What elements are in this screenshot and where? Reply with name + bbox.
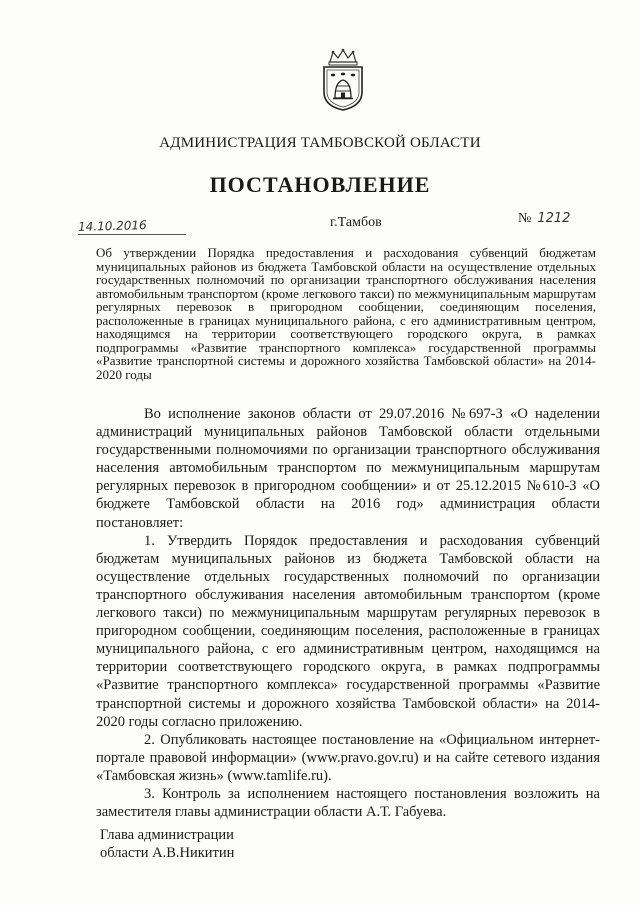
tambov-coat-of-arms-icon (318, 48, 368, 112)
date-underline (78, 234, 186, 235)
document-subject: Об утверждении Порядка предоставления и расходования субвенций бюджетам муниципальных районов из бюджета Тамбовской области на осуществление отдельных государственных полномочий по организации транспортного обслуживания населения автомобильным транспортом (кроме легкового такси) по межмуниципальным маршрутам регулярных перевозок в пригородном сообщении, соединяющим поселения, расположенные в границах муниципального района, с его административным центром, находящимся на территории соответствующего городского округа, в рамках подпрограммы «Развитие транспортного комплекса» государственной программы «Развитие транспортной системы и дорожного хозяйства Тамбовской области» на 2014-2020 годы (96, 245, 596, 382)
signatory-name: области А.В.Никитин (100, 845, 235, 861)
document-city: г.Тамбов (330, 215, 382, 230)
preamble-paragraph: Во исполнение законов области от 29.07.2016 №697-З «О наделении администраций муниципальных районов Тамбовской области отдельными государственными полномочиями по организации транспортного обслуживания населения автомобильным транспортом по межмуниципальным маршрутам регулярных перевозок в пригородном сообщении» и от 25.12.2015 №610-З «О бюджете Тамбовской области на 2016 год» администрация области постановляет: (96, 406, 600, 531)
clause-3: 3. Контроль за исполнением настоящего постановления возложить на заместителя главы администрации области А.Т. Габуева. (96, 785, 600, 821)
document-date: 14.10.2016 (77, 218, 147, 234)
clause-1: 1. Утвердить Порядок предоставления и расходования субвенций бюджетам муниципальных районов из бюджета Тамбовской области на осуществление отдельных государственных полномочий по организации транспортного обслуживания населения автомобильным транспортом (кроме легкового такси) по межмуниципальным маршрутам регулярных перевозок в пригородном сообщении, соединяющим поселения, расположенные в границах муниципального района, с его административным центром, находящимся на территории соответствующего городского округа, в рамках подпрограммы «Развитие транспортного комплекса» государственной программы «Развитие транспортной системы и дорожного хозяйства Тамбовской области» на 2014-2020 годы согласно приложению. (96, 532, 600, 730)
document-body (96, 405, 600, 821)
document-number (518, 211, 570, 227)
number-label: № (518, 211, 532, 226)
number-value: 1212 (537, 211, 571, 226)
document-type-title: ПОСТАНОВЛЕНИЕ (209, 172, 431, 197)
signature-block (100, 826, 234, 862)
clause-2: 2. Опубликовать настоящее постановление на «Официальном интернет-портале правовой информации» (www.pravo.gov.ru) и на сайте сетевого издания «Тамбовская жизнь» (www.tamlife.ru). (96, 731, 600, 784)
agency-name: АДМИНИСТРАЦИЯ ТАМБОВСКОЙ ОБЛАСТИ (159, 135, 481, 151)
signatory-title: Глава администрации (100, 827, 234, 843)
